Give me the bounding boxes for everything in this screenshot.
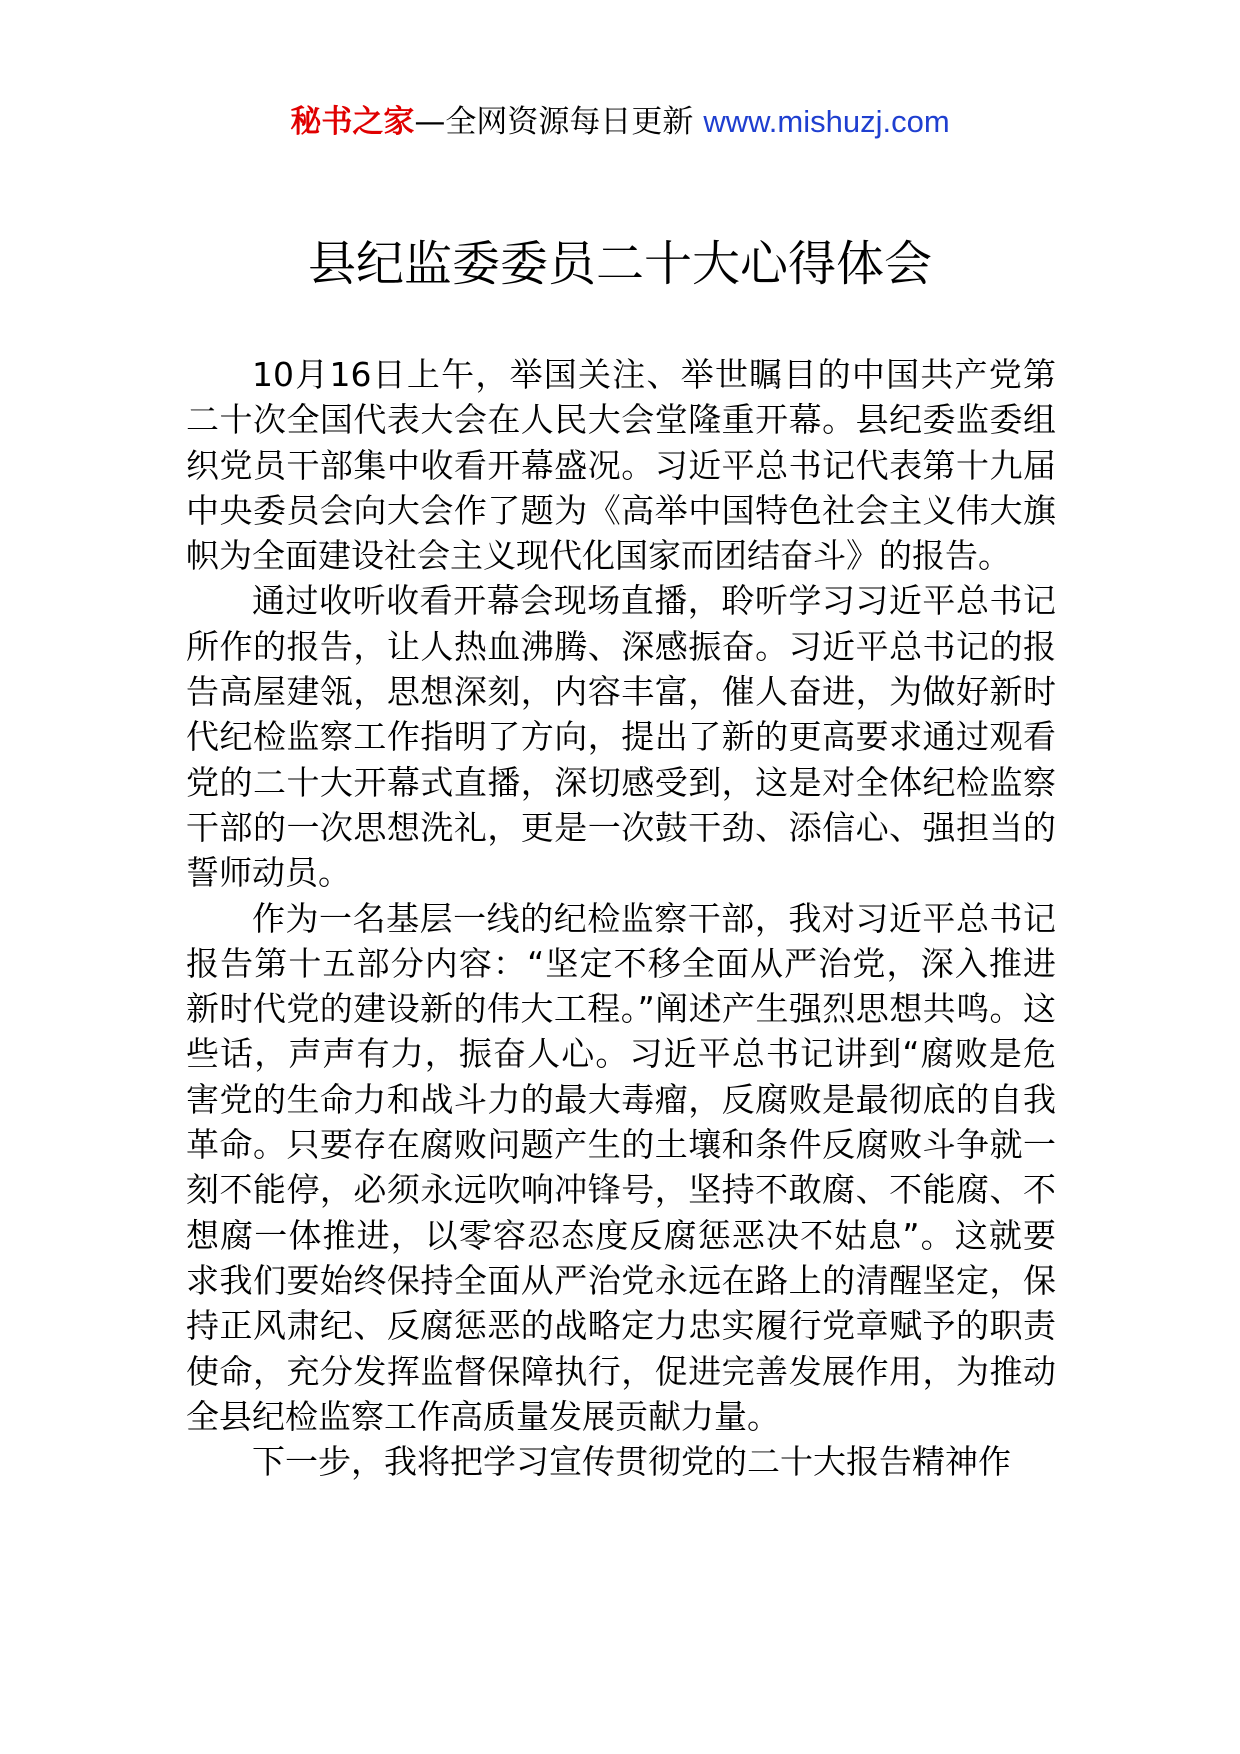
brand-name: 秘书之家 xyxy=(290,104,415,140)
paragraph-2: 通过收听收看开幕会现场直播，聆听学习习近平总书记所作的报告，让人热血沸腾、深感振奋。习近平总书记的报告高屋建瓴，思想深刻，内容丰富，催人奋进，为做好新时代纪检监察工作指明了方向，提出了新的更高要求通过观看党的二十大开幕式直播，深切感受到，这是对全体纪检监察干部的一次思想洗礼，更是一次鼓干劲、添信心、强担当的誓师动员。 xyxy=(186,581,1056,893)
paragraph-1: 10月16日上午，举国关注、举世瞩目的中国共产党第二十次全国代表大会在人民大会堂隆重开幕。县纪委监委组织党员干部集中收看开幕盛况。习近平总书记代表第十九届中央委员会向大会作了题为《高举中国特色社会主义伟大旗帜为全面建设社会主义现代化国家而团结奋斗》的报告。 xyxy=(186,355,1056,576)
site-header xyxy=(0,100,1240,144)
site-url-link[interactable]: www.mishuzj.com xyxy=(703,104,950,139)
document-body xyxy=(186,352,1056,1484)
paragraph-4: 下一步，我将把学习宣传贯彻党的二十大报告精神作 xyxy=(252,1442,1011,1482)
paragraph-3: 作为一名基层一线的纪检监察干部，我对习近平总书记报告第十五部分内容：“坚定不移全面从严治党，深入推进新时代党的建设新的伟大工程。”阐述产生强烈思想共鸣。这些话，声声有力，振奋人心。习近平总书记讲到“腐败是危害党的生命力和战斗力的最大毒瘤，反腐败是最彻底的自我革命。只要存在腐败问题产生的土壤和条件反腐败斗争就一刻不能停，必须永远吹响冲锋号，坚持不敢腐、不能腐、不想腐一体推进，以零容忍态度反腐惩恶决不姑息”。这就要求我们要始终保持全面从严治党永远在路上的清醒坚定，保持正风肃纪、反腐惩恶的战略定力忠实履行党章赋予的职责使命，充分发挥监督保障执行，促进完善发展作用，为推动全县纪检监察工作高质量发展贡献力量。 xyxy=(186,898,1056,1436)
header-slogan: —全网资源每日更新 xyxy=(414,104,694,140)
document-title: 县纪监委委员二十大心得体会 xyxy=(307,236,932,292)
